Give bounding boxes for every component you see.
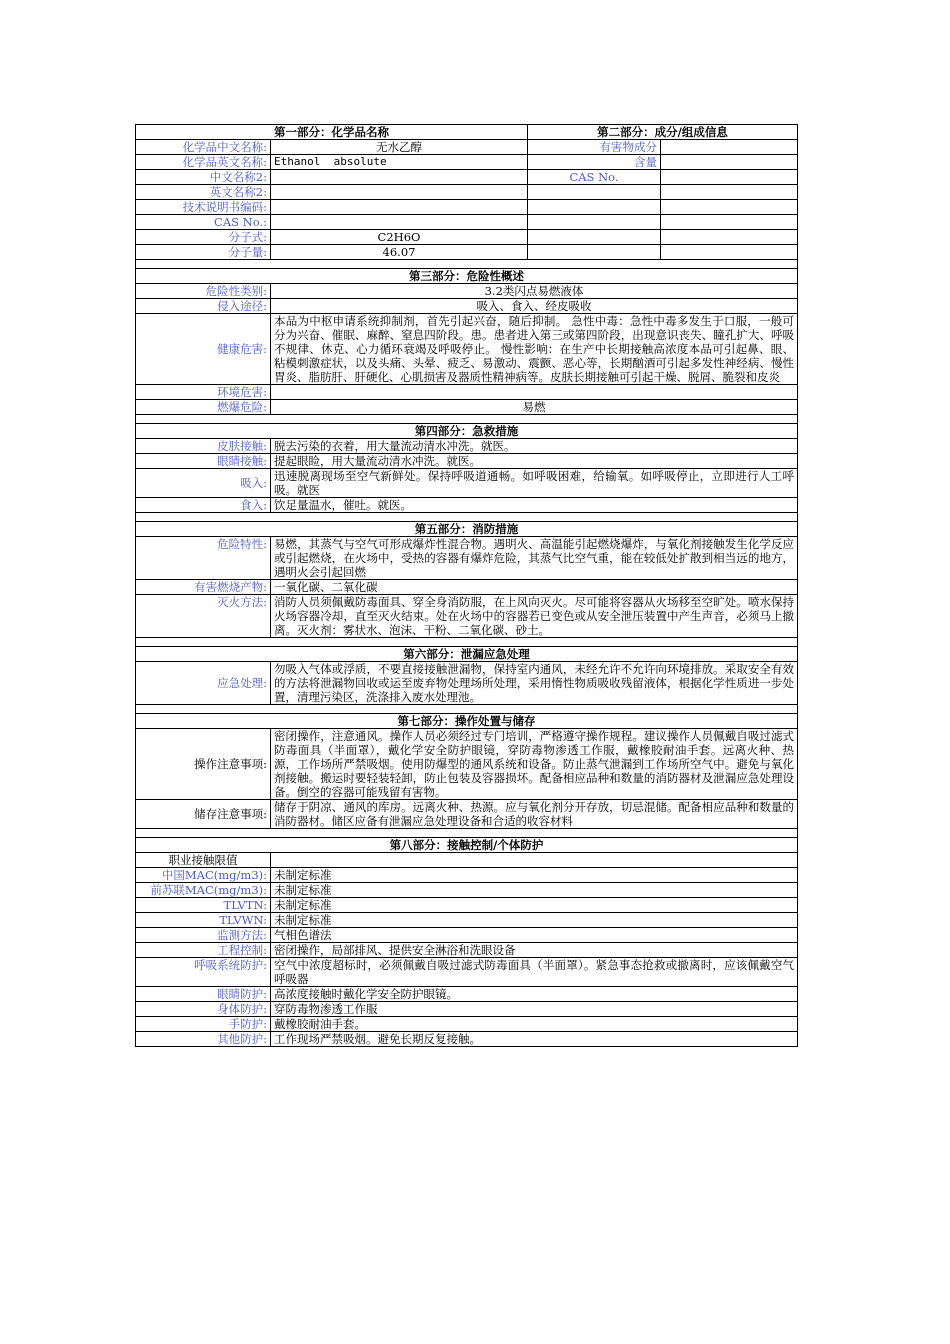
cas-label-part2: CAS No. <box>528 170 661 185</box>
fire-label: 燃爆危险: <box>136 400 271 415</box>
part6-title: 第六部分：泄漏应急处理 <box>136 647 798 662</box>
part2-title: 第二部分：成分/组成信息 <box>528 125 798 140</box>
part8-title: 第八部分：接触控制/个体防护 <box>136 838 798 853</box>
hazard-props-value: 易燃，其蒸气与空气可形成爆炸性混合物。遇明火、高温能引起燃烧爆炸，与氧化剂接触发生化学反应或引起燃烧，在火场中，受热的容器有爆炸危险，其蒸气比空气重，能在较低处扩散到相当远的地方，遇明火会引起回燃 <box>271 537 798 580</box>
handling-label: 操作注意事项: <box>136 729 271 800</box>
empty-cell <box>661 215 798 230</box>
cn-name-value: 无水乙醇 <box>271 140 528 155</box>
inhalation-label: 吸入: <box>136 469 271 498</box>
content-value <box>661 155 798 170</box>
spacer-row <box>136 415 798 424</box>
empty-cell <box>528 185 661 200</box>
part3-title: 第三部分：危险性概述 <box>136 269 798 284</box>
emergency-label: 应急处理: <box>136 662 271 705</box>
skin-contact-value: 脱去污染的衣着，用大量流动清水冲洗。就医。 <box>271 439 798 454</box>
empty-cell <box>528 245 661 260</box>
formula-label: 分子式: <box>136 230 271 245</box>
empty-cell <box>661 245 798 260</box>
msds-table <box>135 124 798 1047</box>
handling-value: 密闭操作，注意通风。操作人员必须经过专门培训，严格遵守操作规程。建议操作人员佩戴自吸过滤式防毒面具（半面罩），戴化学安全防护眼镜，穿防毒物渗透工作服，戴橡胶耐油手套。远离火种、热源，工作场所严禁吸烟。使用防爆型的通风系统和设备。防止蒸气泄漏到工作场所空气中。避免与氧化剂接触。搬运时要轻装轻卸，防止包装及容器损坏。配备相应品种和数量的消防器材及泄漏应急处理设备。倒空的容器可能残留有害物。 <box>271 729 798 800</box>
fire-value: 易燃 <box>271 400 798 415</box>
part1-title: 第一部分：化学品名称 <box>136 125 528 140</box>
part4-title: 第四部分：急救措施 <box>136 424 798 439</box>
inhalation-value: 迅速脱离现场至空气新鲜处。保持呼吸道通畅。如呼吸困难，给输氧。如呼吸停止，立即进行人工呼吸。就医 <box>271 469 798 498</box>
formula-value: C2H6O <box>271 230 528 245</box>
cas-label: CAS No.: <box>136 215 271 230</box>
route-value: 吸入、食入、经皮吸收 <box>271 299 798 314</box>
eye-contact-label: 眼睛接触: <box>136 454 271 469</box>
tlvtn-value: 未制定标准 <box>271 898 798 913</box>
exposure-limit-header: 职业接触限值 <box>136 853 271 868</box>
spacer-row <box>136 638 798 647</box>
en-name-value: Ethanol absolute <box>271 155 528 170</box>
tlvtn-label: TLVTN: <box>136 898 271 913</box>
cas-value-part2 <box>661 170 798 185</box>
empty-cell <box>661 185 798 200</box>
hazard-props-label: 危险特性: <box>136 537 271 580</box>
skin-contact-label: 皮肤接触: <box>136 439 271 454</box>
mol-weight-label: 分子量: <box>136 245 271 260</box>
env-label: 环境危害: <box>136 385 271 400</box>
respiratory-value: 空气中浓度超标时，必须佩戴自吸过滤式防毒面具（半面罩）。紧急事态抢救或撤离时，应该佩戴空气呼吸器 <box>271 958 798 987</box>
eye-protection-value: 高浓度接触时戴化学安全防护眼镜。 <box>271 987 798 1002</box>
engineering-control-label: 工程控制: <box>136 943 271 958</box>
engineering-control-value: 密闭操作，局部排风、提供安全淋浴和洗眼设备 <box>271 943 798 958</box>
spec-code-label: 技术说明书编码: <box>136 200 271 215</box>
en-name2-label: 英文名称2: <box>136 185 271 200</box>
emergency-value: 勿吸入气体或浮质，不要直接接触泄漏物，保持室内通风，未经允许不允许向环境排放。采取安全有效的方法将泄漏物回收或运至废弃物处理场所处理，采用惰性物质吸收残留液体，根据化学性质进一步处置，清理污染区，洗涤排入废水处理池。 <box>271 662 798 705</box>
ingestion-label: 食入: <box>136 498 271 513</box>
combustion-products-label: 有害燃烧产物: <box>136 580 271 595</box>
monitor-method-label: 监测方法: <box>136 928 271 943</box>
hazard-component-label: 有害物成分 <box>528 140 661 155</box>
respiratory-label: 呼吸系统防护: <box>136 958 271 987</box>
cn-name2-value <box>271 170 528 185</box>
hazard-component-value <box>661 140 798 155</box>
spacer-row <box>136 260 798 269</box>
ingestion-value: 饮足量温水，催吐。就医。 <box>271 498 798 513</box>
body-protection-label: 身体防护: <box>136 1002 271 1017</box>
part5-title: 第五部分：消防措施 <box>136 522 798 537</box>
ussr-mac-label: 前苏联MAC(mg/m3): <box>136 883 271 898</box>
env-value <box>271 385 798 400</box>
spacer-row <box>136 513 798 522</box>
part7-title: 第七部分：操作处置与储存 <box>136 714 798 729</box>
other-protection-value: 工作现场严禁吸烟。避免长期反复接触。 <box>271 1032 798 1047</box>
china-mac-label: 中国MAC(mg/m3): <box>136 868 271 883</box>
hand-protection-value: 戴橡胶耐油手套。 <box>271 1017 798 1032</box>
route-label: 侵入途径: <box>136 299 271 314</box>
spec-code-value <box>271 200 528 215</box>
storage-value: 储存于阴凉、通风的库房。远离火种、热源。应与氧化剂分开存放，切忌混储。配备相应品种和数量的消防器材。储区应备有泄漏应急处理设备和合适的收容材料 <box>271 800 798 829</box>
combustion-products-value: 一氧化碳、二氧化碳 <box>271 580 798 595</box>
health-value: 本品为中枢申请系统抑制剂，首先引起兴奋，随后抑制。 急性中毒：急性中毒多发生于口服，一般可分为兴奋、催眠、麻醉、窒息四阶段。患。患者进入第三或第四阶段，出现意识丧失、瞳孔扩大、呼吸不规律、休克、心力循环衰竭及呼吸停止。 慢性影响：在生产中长期接触高浓度本品可引起鼻、眼、粘模刺激症状，以及头痛、头晕、疲乏、易激动、震颤、恶心等，长期酗酒可引起多发性神经病、慢性胃炎、脂肪肝、肝硬化、心肌损害及器质性精神病等。皮肤长期接触可引起干燥、脱屑、脆裂和皮炎 <box>271 314 798 385</box>
empty-cell <box>528 200 661 215</box>
content-label: 含量 <box>528 155 661 170</box>
cn-name-label: 化学品中文名称: <box>136 140 271 155</box>
hazard-class-value: 3.2类闪点易燃液体 <box>271 284 798 299</box>
tlvwn-label: TLVWN: <box>136 913 271 928</box>
body-protection-value: 穿防毒物渗透工作服 <box>271 1002 798 1017</box>
extinguish-label: 灭火方法: <box>136 595 271 638</box>
empty-cell <box>528 215 661 230</box>
health-label: 健康危害: <box>136 314 271 385</box>
mol-weight-value: 46.07 <box>271 245 528 260</box>
monitor-method-value: 气相色谱法 <box>271 928 798 943</box>
eye-contact-value: 提起眼睑，用大量流动清水冲洗。就医。 <box>271 454 798 469</box>
spacer-row <box>136 829 798 838</box>
storage-label: 储存注意事项: <box>136 800 271 829</box>
empty-cell <box>661 200 798 215</box>
cas-value <box>271 215 528 230</box>
tlvwn-value: 未制定标准 <box>271 913 798 928</box>
hand-protection-label: 手防护: <box>136 1017 271 1032</box>
en-name2-value <box>271 185 528 200</box>
other-protection-label: 其他防护: <box>136 1032 271 1047</box>
spacer-row <box>136 705 798 714</box>
hazard-class-label: 危险性类别: <box>136 284 271 299</box>
empty-cell <box>661 230 798 245</box>
extinguish-value: 消防人员须佩戴防毒面具、穿全身消防服，在上风向灭火。尽可能将容器从火场移至空旷处。喷水保持火场容器冷却，直至灭火结束。处在火场中的容器若已变色或从安全泄压装置中产生声音，必须马上撤离。灭火剂：雾状水、泡沫、干粉、二氧化碳、砂土。 <box>271 595 798 638</box>
china-mac-value: 未制定标准 <box>271 868 798 883</box>
empty-cell <box>528 230 661 245</box>
eye-protection-label: 眼睛防护: <box>136 987 271 1002</box>
ussr-mac-value: 未制定标准 <box>271 883 798 898</box>
empty-cell <box>271 853 798 868</box>
cn-name2-label: 中文名称2: <box>136 170 271 185</box>
en-name-label: 化学品英文名称: <box>136 155 271 170</box>
